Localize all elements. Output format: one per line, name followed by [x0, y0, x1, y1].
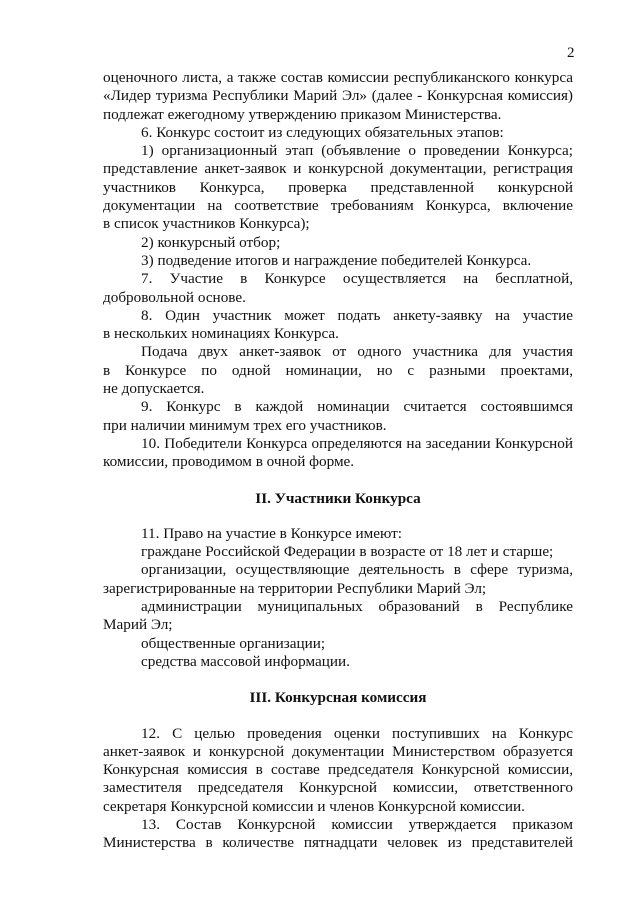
text-line: 12. С целью проведения оценки поступивших на Конкурс: [141, 724, 573, 742]
text-line: в нескольких номинациях Конкурса.: [103, 325, 339, 343]
text-line: 10. Победители Конкурса определяются на заседании Конкурсной: [141, 434, 573, 452]
text-line: не допускается.: [103, 380, 205, 398]
text-line: оценочного листа, а также состав комиссии республиканского конкурса: [103, 69, 573, 86]
text-line: подлежат ежегодному утверждению приказом Министерства.: [103, 105, 502, 123]
text-line: 13. Состав Конкурсной комиссии утверждается приказом: [141, 815, 573, 833]
spacer: [103, 472, 573, 490]
text-line: документации на соответствие требованиям Конкурса, включение: [103, 197, 573, 215]
text-line: заместителя председателя Конкурсной комиссии, ответственного: [103, 779, 573, 797]
text-line: представление анкет-заявок и конкурсной документации, регистрация: [103, 160, 573, 178]
text-line: добровольной основе.: [103, 288, 246, 306]
spacer: [103, 708, 573, 725]
text-line: в список участников Конкурса);: [103, 215, 310, 233]
text-line: 9. Конкурс в каждой номинации считается состоявшимся: [141, 398, 573, 416]
text-line: Марий Эл;: [103, 616, 173, 634]
text-line: граждане Российской Федерации в возрасте от 18 лет и старше;: [141, 543, 554, 561]
text-line: 7. Участие в Конкурсе осуществляется на бесплатной,: [141, 270, 573, 288]
text-line: анкет-заявок и конкурсной документации Министерством образуется: [103, 742, 573, 760]
spacer: [103, 508, 573, 525]
text-line: зарегистрированные на территории Республики Марий Эл;: [103, 579, 487, 597]
text-line: комиссии, проводимом в очной форме.: [103, 453, 355, 471]
text-line: организации, осуществляющие деятельность в сфере туризма,: [141, 561, 573, 579]
text-line: общественные организации;: [141, 634, 326, 652]
text-line: 11. Право на участие в Конкурсе имеют:: [141, 524, 403, 542]
spacer: [103, 671, 573, 689]
text-line: 2) конкурсный отбор;: [141, 233, 281, 251]
text-line: 3) подведение итогов и награждение победителей Конкурса.: [141, 251, 532, 269]
text-line: секретаря Конкурсной комиссии и членов Конкурсной комиссии.: [103, 797, 525, 815]
text-line: в Конкурсе по одной номинации, но с разными проектами,: [103, 361, 573, 379]
text-line: при наличии минимум трех его участников.: [103, 416, 387, 434]
section-heading: II. Участники Конкурса: [255, 489, 421, 507]
text-line: 6. Конкурс состоит из следующих обязательных этапов:: [141, 123, 504, 141]
text-line: 1) организационный этап (объявление о проведении Конкурса;: [141, 142, 573, 160]
text-line: участников Конкурса, проверка представленной конкурсной: [103, 178, 573, 196]
text-line: «Лидер туризма Республики Марий Эл» (далее - Конкурсная комиссия): [103, 87, 573, 105]
page-number: 2: [567, 45, 575, 61]
section-heading: III. Конкурсная комиссия: [249, 689, 427, 707]
text-line: Министерства в количестве пятнадцати человек из представителей: [103, 834, 573, 852]
text-line: 8. Один участник может подать анкету-заявку на участие: [141, 306, 573, 324]
text-line: Конкурсная комиссия в составе председателя Конкурсной комиссии,: [103, 761, 573, 779]
text-line: администрации муниципальных образований в Республике: [141, 598, 573, 616]
document-body: [103, 69, 573, 853]
text-line: средства массовой информации.: [141, 652, 350, 670]
text-line: Подача двух анкет-заявок от одного участника для участия: [141, 343, 573, 361]
